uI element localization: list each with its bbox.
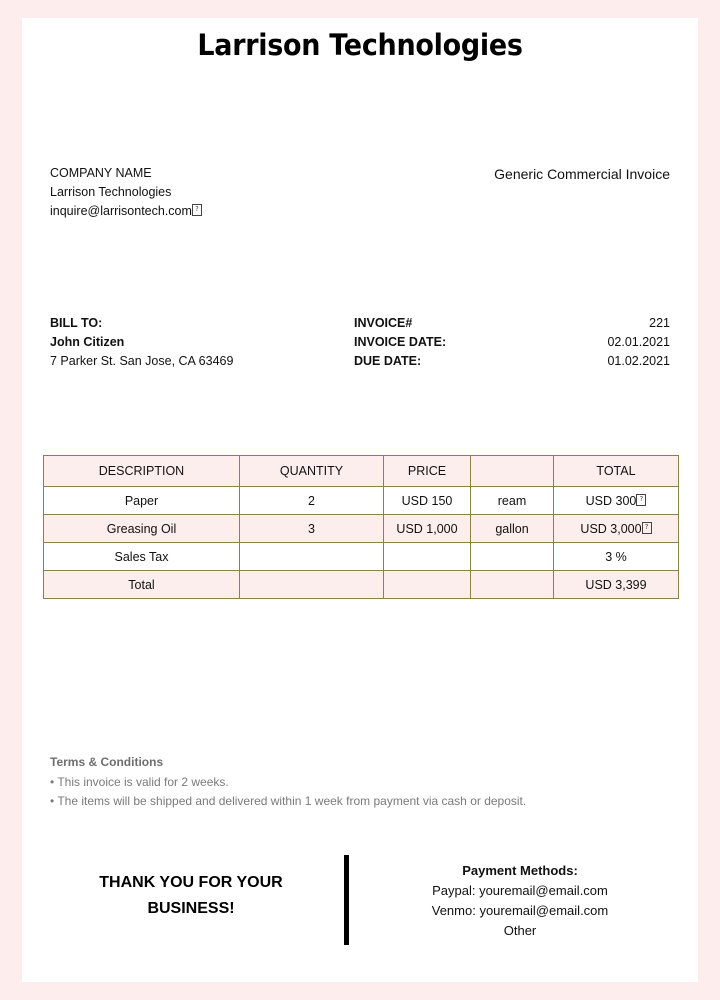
cell-quantity: 2 <box>240 487 384 515</box>
footer-block <box>22 848 698 958</box>
cell-unit: ream <box>471 487 554 515</box>
page-title: Larrison Technologies <box>197 28 523 62</box>
invoice-number-label: INVOICE# <box>354 316 413 330</box>
missing-glyph-icon: ? <box>642 522 652 534</box>
cell-unit: gallon <box>471 515 554 543</box>
cell-description: Sales Tax <box>44 543 240 571</box>
company-info-block <box>50 164 202 221</box>
table-row <box>44 515 679 543</box>
payment-methods-block <box>370 861 670 941</box>
cell-total-value: USD 300 <box>585 494 637 508</box>
terms-and-conditions-block <box>50 753 526 812</box>
column-header-quantity: QUANTITY <box>240 456 384 487</box>
bill-to-label: BILL TO: <box>50 316 103 330</box>
cell-total-value: USD 3,000 <box>580 522 642 536</box>
company-email-value: inquire@larrisontech.com <box>50 204 192 218</box>
cell-description: Total <box>44 571 240 599</box>
cell-quantity <box>240 543 384 571</box>
cell-price <box>384 543 471 571</box>
payment-method-other: Other <box>503 923 537 938</box>
due-date-row <box>354 352 670 371</box>
payment-methods-heading: Payment Methods: <box>462 863 578 878</box>
payment-method-paypal: Paypal: youremail@email.com <box>432 883 608 898</box>
cell-unit <box>471 571 554 599</box>
terms-item: • This invoice is valid for 2 weeks. <box>50 774 229 789</box>
terms-heading: Terms & Conditions <box>50 755 164 769</box>
cell-total <box>554 487 679 515</box>
cell-price: USD 1,000 <box>384 515 471 543</box>
column-header-total: TOTAL <box>554 456 679 487</box>
missing-glyph-icon: ? <box>192 204 202 216</box>
invoice-details-block <box>354 314 670 371</box>
thank-you-line-2: BUSINESS! <box>147 900 235 917</box>
company-email-line <box>50 202 202 221</box>
cell-total: 3 % <box>554 543 679 571</box>
thank-you-message <box>56 870 326 922</box>
invoice-kind-label: Generic Commercial Invoice <box>494 166 670 182</box>
cell-quantity: 3 <box>240 515 384 543</box>
cell-total <box>554 515 679 543</box>
column-header-description: DESCRIPTION <box>44 456 240 487</box>
missing-glyph-icon: ? <box>636 494 646 506</box>
invoice-number-row <box>354 314 670 333</box>
table-row <box>44 571 679 599</box>
table-row <box>44 543 679 571</box>
cell-description: Paper <box>44 487 240 515</box>
cell-unit <box>471 543 554 571</box>
cell-price: USD 150 <box>384 487 471 515</box>
cell-price <box>384 571 471 599</box>
bill-to-name: John Citizen <box>50 335 125 349</box>
cell-quantity <box>240 571 384 599</box>
company-name-label: COMPANY NAME <box>50 166 152 180</box>
column-header-unit <box>471 456 554 487</box>
due-date-label: DUE DATE: <box>354 354 422 368</box>
due-date-value: 01.02.2021 <box>607 354 670 368</box>
invoice-date-row <box>354 333 670 352</box>
invoice-document <box>22 18 698 982</box>
company-name-value: Larrison Technologies <box>50 185 172 199</box>
invoice-date-label: INVOICE DATE: <box>354 335 447 349</box>
column-header-price: PRICE <box>384 456 471 487</box>
bill-to-address: 7 Parker St. San Jose, CA 63469 <box>50 354 234 368</box>
payment-method-venmo: Venmo: youremail@email.com <box>431 903 609 918</box>
bill-to-block <box>50 314 233 371</box>
invoice-number-value: 221 <box>649 316 670 330</box>
line-items-table <box>43 455 679 599</box>
cell-total: USD 3,399 <box>554 571 679 599</box>
table-header-row <box>44 456 679 487</box>
cell-description: Greasing Oil <box>44 515 240 543</box>
terms-item: • The items will be shipped and delivered within 1 week from payment via cash or deposit. <box>50 794 527 808</box>
thank-you-line-1: THANK YOU FOR YOUR <box>99 874 283 891</box>
table-row <box>44 487 679 515</box>
invoice-date-value: 02.01.2021 <box>607 335 670 349</box>
footer-divider <box>344 855 349 945</box>
